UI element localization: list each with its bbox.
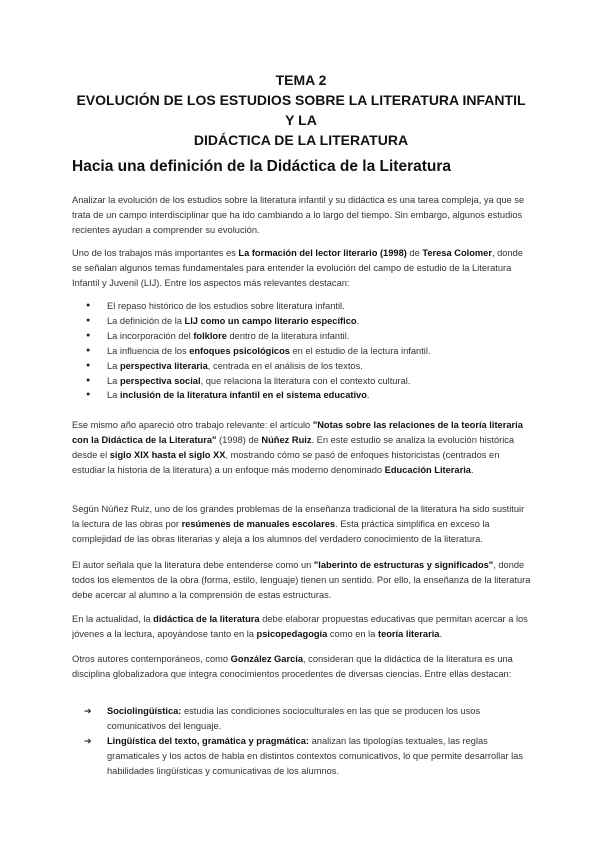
title-line-2: EVOLUCIÓN DE LOS ESTUDIOS SOBRE LA LITERATURA INFANTIL Y LA	[76, 92, 526, 128]
bullet-list	[72, 299, 534, 403]
list-item: ● La perspectiva social, que relaciona la literatura con el contexto cultural.	[72, 374, 534, 389]
paragraph-intro: Analizar la evolución de los estudios sobre la literatura infantil y su didáctica es una tarea compleja, ya que se trata de un campo interdisciplinar que ha ido cambiando a lo largo del tiempo. Sin embargo, algunos estudios recientes ayudan a comprender su evolución.	[72, 195, 525, 235]
paragraph-actualidad: En la actualidad, la didáctica de la literatura debe elaborar propuestas educativas que permitan acercar a los jóvenes a la lectura, apoyándose tanto en la psicopedagogía como en la teoría literaria.	[72, 614, 528, 639]
paragraph-nunez: Ese mismo año apareció otro trabajo relevante: el artículo "Notas sobre las relaciones de la teoría literaria con la Didáctica de la Literatura" (1998) de Núñez Ruiz. En este estudio se analiza la evolución histórica desde el siglo XIX hasta el siglo XX, mostrando cómo se pasó de enfoques historicistas (centrados en estudiar la historia de la literatura) a un enfoque más moderno denominado Educación Literaria.	[72, 420, 523, 475]
list-item: ● La inclusión de la literatura infantil en el sistema educativo.	[72, 388, 534, 403]
list-item: ● El repaso histórico de los estudios sobre literatura infantil.	[72, 299, 534, 314]
list-item: ● La influencia de los enfoques psicológicos en el estudio de la lectura infantil.	[72, 344, 534, 359]
document-title	[72, 70, 530, 150]
paragraph-colomer: Uno de los trabajos más importantes es La formación del lector literario (1998) de Teresa Colomer, donde se señalan algunos temas fundamentales para entender la evolución del campo de estudio de la Literatura Infantil y Juvenil (LIJ). Entre los aspectos más relevantes destacan:	[72, 248, 523, 288]
paragraph-gonzalez: Otros autores contemporáneos, como González García, consideran que la didáctica de la literatura es una disciplina globalizadora que integra conocimientos procedentes de diversas ciencias. Entre ellas destacan:	[72, 654, 513, 679]
section-heading: Hacia una definición de la Didáctica de la Literatura	[72, 158, 452, 175]
title-line-1: TEMA 2	[275, 72, 327, 88]
paragraph-problems: Según Núñez Ruiz, uno de los grandes problemas de la enseñanza tradicional de la literatura ha sido sustituir la lectura de las obras por resúmenes de manuales escolares. Esta práctica simplifica en exceso la complejidad de las obras literarias y aleja a los alumnos del verdadero conocimiento de la literatura.	[72, 504, 525, 544]
arrow-list	[72, 704, 534, 779]
list-item: ➔ Lingüística del texto, gramática y pragmática: analizan las tipologías textuales, las reglas gramaticales y los actos de habla en distintos contextos comunicativos, lo que permite desarrollar las habilidades lingüísticas y comunicativas de los alumnos.	[72, 734, 534, 779]
list-item: ➔ Sociolingüística: estudia las condiciones socioculturales en las que se producen los usos comunicativos del lenguaje.	[72, 704, 534, 734]
paragraph-laberinto: El autor señala que la literatura debe entenderse como un "laberinto de estructuras y significados", donde todos los elementos de la obra (forma, estilo, lenguaje) tienen un sentido. Por ello, la enseñanza de la literatura debe acercar al alumno a la comprensión de estas estructuras.	[72, 560, 531, 600]
list-item: ● La definición de la LIJ como un campo literario específico.	[72, 314, 534, 329]
title-line-3: DIDÁCTICA DE LA LITERATURA	[193, 132, 409, 148]
list-item: ● La perspectiva literaria, centrada en el análisis de los textos.	[72, 359, 534, 374]
list-item: ● La incorporación del folklore dentro de la literatura infantil.	[72, 329, 534, 344]
